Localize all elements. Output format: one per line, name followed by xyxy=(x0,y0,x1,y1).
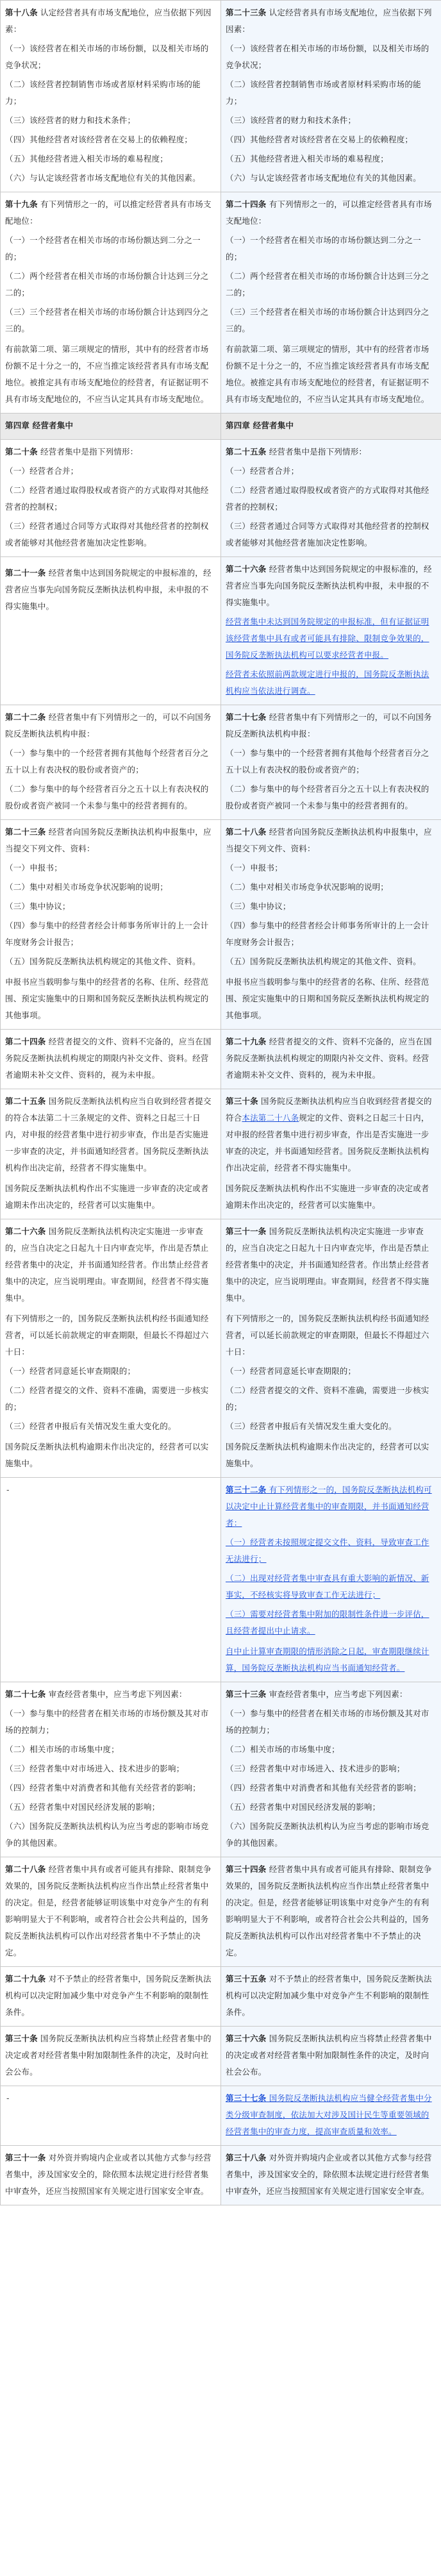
article-row xyxy=(1,1089,441,1219)
article-paragraph: （二）经营者提交的文件、资料不准确，需要进一步核实的； xyxy=(5,1385,209,1412)
old-law-cell xyxy=(1,2086,221,2146)
article-paragraph: 第十九条 有下列情形之一的，可以推定经营者具有市场支配地位： xyxy=(5,199,212,226)
article-paragraph: （二）该经营者控制销售市场或者原材料采购市场的能力； xyxy=(5,79,201,106)
article-paragraph: 第三十条 国务院反垄断执法机构应当将禁止经营者集中的决定或者对经营者集中附加限制性条件的决定，及时向社会公布。 xyxy=(5,2034,212,2077)
article-row xyxy=(1,2146,441,2205)
article-paragraph: 第二十五条 国务院反垄断执法机构应当自收到经营者提交的符合本法第二十三条规定的文件、资料之日起三十日内，对申报的经营者集中进行初步审查，作出是否实施进一步审查的决定，并书面通知经营者。国务院反垄断执法机构作出决定前，经营者不得实施集中。 xyxy=(5,1096,212,1173)
article-paragraph: （四）参与集中的经营者经会计师事务所审计的上一会计年度财务会计报告； xyxy=(5,921,209,947)
article-paragraph: - xyxy=(6,1485,10,1494)
article-paragraph: 第三十二条 有下列情形之一的，国务院反垄断执法机构可以决定中止计算经营者集中的审查期限，并书面通知经营者： xyxy=(226,1485,432,1528)
article-paragraph: （四）参与集中的经营者经会计师事务所审计的上一会计年度财务会计报告； xyxy=(226,921,429,947)
new-law-cell xyxy=(221,1857,441,1967)
old-law-cell xyxy=(1,1030,221,1089)
article-paragraph: 申报书应当载明参与集中的经营者的名称、住所、经营范围、预定实施集中的日期和国务院反垄断执法机构规定的其他事项。 xyxy=(5,977,209,1020)
article-paragraph: （三）经营者集中对市场进入、技术进步的影响； xyxy=(226,1764,405,1773)
article-paragraph: 第二十三条 认定经营者具有市场支配地位，应当依据下列因素： xyxy=(226,8,432,34)
article-row xyxy=(1,2086,441,2146)
article-paragraph: （三）该经营者的财力和技术条件； xyxy=(5,115,136,125)
article-paragraph: （一）经营者未按照规定提交文件、资料，导致审查工作无法进行； xyxy=(226,1537,429,1564)
article-paragraph: （三）集中协议； xyxy=(226,901,291,911)
old-law-cell xyxy=(1,2027,221,2086)
new-law-cell xyxy=(221,1089,441,1219)
article-paragraph: （六）与认定该经营者市场支配地位有关的其他因素。 xyxy=(5,173,201,183)
new-law-cell xyxy=(221,557,441,705)
article-paragraph: （二）参与集中的每个经营者百分之五十以上有表决权的股份或者资产被同一个未参与集中的经营者拥有的。 xyxy=(226,784,429,810)
article-row xyxy=(1,1,441,192)
chapter-header-row xyxy=(1,414,441,440)
old-law-cell xyxy=(1,557,221,705)
article-paragraph: （二）相关市场的市场集中度； xyxy=(226,1744,340,1754)
old-law-cell xyxy=(1,1089,221,1219)
article-paragraph: 第二十五条 经营者集中是指下列情形： xyxy=(226,447,367,456)
article-paragraph: （三）需要对经营者集中附加的限制性条件进一步评估，且经营者提出中止请求。 xyxy=(226,1609,429,1635)
article-paragraph: - xyxy=(6,2093,10,2103)
new-law-cell xyxy=(221,1478,441,1682)
article-paragraph: 第二十九条 对不予禁止的经营者集中，国务院反垄断执法机构可以决定附加减少集中对竞争产生不利影响的限制性条件。 xyxy=(5,1974,212,2017)
article-paragraph: 申报书应当载明参与集中的经营者的名称、住所、经营范围、预定实施集中的日期和国务院反垄断执法机构规定的其他事项。 xyxy=(226,977,429,1020)
article-paragraph: （三）经营者通过合同等方式取得对其他经营者的控制权或者能够对其他经营者施加决定性影响。 xyxy=(226,521,429,548)
article-paragraph: 国务院反垄断执法机构作出不实施进一步审查的决定或者逾期未作出决定的，经营者可以实施集中。 xyxy=(226,1183,429,1210)
old-law-cell xyxy=(1,705,221,820)
old-law-cell xyxy=(1,1,221,192)
article-paragraph: （二）集中对相关市场竞争状况影响的说明； xyxy=(226,882,389,892)
article-paragraph: 国务院反垄断执法机构逾期未作出决定的，经营者可以实施集中。 xyxy=(5,1442,209,1468)
article-paragraph: （二）两个经营者在相关市场的市场份额合计达到三分之二的； xyxy=(226,271,429,297)
article-paragraph: （三）经营者申报后有关情况发生重大变化的。 xyxy=(5,1421,176,1431)
new-law-cell xyxy=(221,1030,441,1089)
article-paragraph: 第四章 经营者集中 xyxy=(5,421,74,430)
article-paragraph: （一）该经营者在相关市场的市场份额，以及相关市场的竞争状况； xyxy=(226,44,429,70)
article-paragraph: （四）经营者集中对消费者和其他有关经营者的影响； xyxy=(5,1783,201,1793)
old-law-cell xyxy=(1,1682,221,1857)
article-paragraph: （二）集中对相关市场竞争状况影响的说明； xyxy=(5,882,169,892)
article-paragraph: （二）经营者通过取得股权或者资产的方式取得对其他经营者的控制权； xyxy=(226,485,429,512)
new-law-cell xyxy=(221,1682,441,1857)
article-paragraph: （三）该经营者的财力和技术条件； xyxy=(226,115,356,125)
article-paragraph: （一）经营者合并； xyxy=(5,466,79,476)
old-law-cell xyxy=(1,1857,221,1967)
article-row xyxy=(1,2027,441,2086)
article-paragraph: 第二十一条 经营者集中达到国务院规定的申报标准的，经营者应当事先向国务院反垄断执法机构申报，未申报的不得实施集中。 xyxy=(5,568,212,611)
article-paragraph: 第二十七条 审查经营者集中，应当考虑下列因素： xyxy=(5,1689,187,1699)
article-row xyxy=(1,1219,441,1478)
article-paragraph: （一）参与集中的经营者在相关市场的市场份额及其对市场的控制力； xyxy=(5,1709,209,1735)
new-law-cell xyxy=(221,2027,441,2086)
article-paragraph: 第二十二条 经营者集中有下列情形之一的，可以不向国务院反垄断执法机构申报： xyxy=(5,712,212,739)
old-law-cell xyxy=(1,1478,221,1682)
article-paragraph: 第二十八条 经营者集中具有或者可能具有排除、限制竞争效果的，国务院反垄断执法机构应当作出禁止经营者集中的决定。但是，经营者能够证明该集中对竞争产生的有利影响明显大于不利影响，或者符合社会公共利益的，国务院反垄断执法机构可以作出对经营者集中不予禁止的决定。 xyxy=(5,1864,212,1957)
new-law-cell xyxy=(221,440,441,557)
article-paragraph: （三）经营者通过合同等方式取得对其他经营者的控制权或者能够对其他经营者施加决定性影响。 xyxy=(5,521,209,548)
article-row xyxy=(1,440,441,557)
article-paragraph: （五）经营者集中对国民经济发展的影响； xyxy=(5,1802,160,1812)
article-row xyxy=(1,1478,441,1682)
new-law-cell xyxy=(221,192,441,414)
article-paragraph: （五）经营者集中对国民经济发展的影响； xyxy=(226,1802,381,1812)
article-paragraph: 第三十条 国务院反垄断执法机构应当自收到经营者提交的符合本法第二十八条规定的文件、资料之日起三十日内，对申报的经营者集中进行初步审查，作出是否实施进一步审查的决定，并书面通知经营者。国务院反垄断执法机构作出决定前，经营者不得实施集中。 xyxy=(226,1096,432,1173)
new-law-cell xyxy=(221,1219,441,1478)
article-paragraph: 第四章 经营者集中 xyxy=(226,421,294,430)
article-paragraph: （一）参与集中的一个经营者拥有其他每个经营者百分之五十以上有表决权的股份或者资产的； xyxy=(226,748,429,774)
article-row xyxy=(1,820,441,1030)
article-paragraph: （三）三个经营者在相关市场的市场份额合计达到四分之三的。 xyxy=(5,307,209,333)
article-paragraph: 第二十九条 经营者提交的文件、资料不完备的，应当在国务院反垄断执法机构规定的期限内补交文件、资料。经营者逾期未补交文件、资料的，视为未申报。 xyxy=(226,1037,432,1080)
article-paragraph: （一）经营者同意延长审查期限的； xyxy=(226,1366,356,1376)
article-paragraph: 第三十四条 经营者集中具有或者可能具有排除、限制竞争效果的，国务院反垄断执法机构应当作出禁止经营者集中的决定。但是，经营者能够证明该集中对竞争产生的有利影响明显大于不利影响，或者符合社会公共利益的，国务院反垄断执法机构可以作出对经营者集中不予禁止的决定。 xyxy=(226,1864,432,1957)
old-law-cell xyxy=(1,1967,221,2027)
article-paragraph: （二）出现对经营者集中审查具有重大影响的新情况、新事实，不经核实将导致审查工作无法进行； xyxy=(226,1573,429,1600)
article-paragraph: 第二十六条 国务院反垄断执法机构决定实施进一步审查的，应当自决定之日起九十日内审查完毕，作出是否禁止经营者集中的决定，并书面通知经营者。作出禁止经营者集中的决定，应当说明理由。审查期间，经营者不得实施集中。 xyxy=(5,1226,209,1303)
article-row xyxy=(1,705,441,820)
article-paragraph: （六）国务院反垄断执法机构认为应当考虑的影响市场竞争的其他因素。 xyxy=(226,1821,429,1848)
article-paragraph: 第二十七条 经营者集中有下列情形之一的，可以不向国务院反垄断执法机构申报： xyxy=(226,712,432,739)
article-paragraph: （一）一个经营者在相关市场的市场份额达到二分之一的； xyxy=(226,235,421,262)
article-paragraph: 有前款第二项、第三项规定的情形，其中有的经营者市场份额不足十分之一的，不应当推定该经营者具有市场支配地位。被推定具有市场支配地位的经营者，有证据证明不具有市场支配地位的，不应当认定其具有市场支配地位。 xyxy=(226,344,429,404)
article-paragraph: （一）经营者同意延长审查期限的； xyxy=(5,1366,136,1376)
article-paragraph: （一）参与集中的经营者在相关市场的市场份额及其对市场的控制力； xyxy=(226,1709,429,1735)
article-row xyxy=(1,192,441,414)
article-paragraph: 有下列情形之一的，国务院反垄断执法机构经书面通知经营者，可以延长前款规定的审查期限，但最长不得超过六十日： xyxy=(5,1314,209,1357)
article-paragraph: （一）该经营者在相关市场的市场份额，以及相关市场的竞争状况； xyxy=(5,44,209,70)
article-paragraph: （一）申报书； xyxy=(5,863,62,873)
article-paragraph: （一）申报书； xyxy=(226,863,283,873)
article-paragraph: （二）该经营者控制销售市场或者原材料采购市场的能力； xyxy=(226,79,421,106)
article-paragraph: 第三十七条 国务院反垄断执法机构应当健全经营者集中分类分级审查制度，依法加大对涉及国计民生等重要领域的经营者集中的审查力度，提高审查质量和效率。 xyxy=(226,2093,432,2136)
article-paragraph: 经营者集中未达到国务院规定的申报标准，但有证据证明该经营者集中具有或者可能具有排除、限制竞争效果的，国务院反垄断执法机构可以要求经营者申报。 xyxy=(226,617,429,660)
article-paragraph: 国务院反垄断执法机构逾期未作出决定的，经营者可以实施集中。 xyxy=(226,1442,429,1468)
article-paragraph: 第二十四条 有下列情形之一的，可以推定经营者具有市场支配地位： xyxy=(226,199,432,226)
article-paragraph: （六）与认定该经营者市场支配地位有关的其他因素。 xyxy=(226,173,421,183)
old-law-cell xyxy=(1,1219,221,1478)
new-law-cell xyxy=(221,820,441,1030)
article-paragraph: 国务院反垄断执法机构作出不实施进一步审查的决定或者逾期未作出决定的，经营者可以实施集中。 xyxy=(5,1183,209,1210)
article-paragraph: 第三十六条 国务院反垄断执法机构应当将禁止经营者集中的决定或者对经营者集中附加限制性条件的决定，及时向社会公布。 xyxy=(226,2034,432,2077)
article-paragraph: （二）两个经营者在相关市场的市场份额合计达到三分之二的； xyxy=(5,271,209,297)
article-paragraph: 第三十八条 对外资并购境内企业或者以其他方式参与经营者集中，涉及国家安全的，除依照本法规定进行经营者集中审查外，还应当按照国家有关规定进行国家安全审查。 xyxy=(226,2153,432,2196)
article-paragraph: （三）经营者申报后有关情况发生重大变化的。 xyxy=(226,1421,397,1431)
article-paragraph: 有下列情形之一的，国务院反垄断执法机构经书面通知经营者，可以延长前款规定的审查期限，但最长不得超过六十日： xyxy=(226,1314,429,1357)
article-paragraph: 有前款第二项、第三项规定的情形，其中有的经营者市场份额不足十分之一的，不应当推定该经营者具有市场支配地位。被推定具有市场支配地位的经营者，有证据证明不具有市场支配地位的，不应当认定其具有市场支配地位。 xyxy=(5,344,209,404)
article-paragraph: 第二十三条 经营者向国务院反垄断执法机构申报集中，应当提交下列文件、资料： xyxy=(5,827,212,853)
article-paragraph: （二）经营者提交的文件、资料不准确，需要进一步核实的； xyxy=(226,1385,429,1412)
old-law-cell xyxy=(1,2146,221,2205)
article-paragraph: 经营者未依照前两款规定进行申报的，国务院反垄断执法机构应当依法进行调查。 xyxy=(226,669,429,696)
article-paragraph: 自中止计算审查期限的情形消除之日起，审查期限继续计算，国务院反垄断执法机构应当书面通知经营者。 xyxy=(226,1646,429,1673)
article-row xyxy=(1,1682,441,1857)
article-row xyxy=(1,1857,441,1967)
article-paragraph: （五）其他经营者进入相关市场的难易程度； xyxy=(5,154,169,163)
article-row xyxy=(1,1030,441,1089)
article-paragraph: 第三十一条 国务院反垄断执法机构决定实施进一步审查的，应当自决定之日起九十日内审查完毕，作出是否禁止经营者集中的决定，并书面通知经营者。作出禁止经营者集中的决定，应当说明理由。审查期间，经营者不得实施集中。 xyxy=(226,1226,429,1303)
article-paragraph: （四）其他经营者对该经营者在交易上的依赖程度； xyxy=(5,135,193,144)
article-paragraph: （三）经营者集中对市场进入、技术进步的影响； xyxy=(5,1764,185,1773)
article-paragraph: （五）国务院反垄断执法机构规定的其他文件、资料。 xyxy=(5,957,201,966)
table-body xyxy=(1,1,441,2205)
article-paragraph: （五）国务院反垄断执法机构规定的其他文件、资料。 xyxy=(226,957,421,966)
new-law-cell xyxy=(221,1,441,192)
article-paragraph: 第二十条 经营者集中是指下列情形： xyxy=(5,447,138,456)
article-paragraph: （二）参与集中的每个经营者百分之五十以上有表决权的股份或者资产被同一个未参与集中的经营者拥有的。 xyxy=(5,784,209,810)
new-law-cell xyxy=(221,1967,441,2027)
article-paragraph: （二）相关市场的市场集中度； xyxy=(5,1744,119,1754)
article-paragraph: （三）三个经营者在相关市场的市场份额合计达到四分之三的。 xyxy=(226,307,429,333)
article-paragraph: （四）经营者集中对消费者和其他有关经营者的影响； xyxy=(226,1783,421,1793)
old-law-cell xyxy=(1,192,221,414)
article-paragraph: （六）国务院反垄断执法机构认为应当考虑的影响市场竞争的其他因素。 xyxy=(5,1821,209,1848)
article-paragraph: （五）其他经营者进入相关市场的难易程度； xyxy=(226,154,389,163)
article-row xyxy=(1,1967,441,2027)
article-paragraph: （一）经营者合并； xyxy=(226,466,299,476)
article-paragraph: 第三十一条 对外资并购境内企业或者以其他方式参与经营者集中，涉及国家安全的，除依照本法规定进行经营者集中审查外，还应当按照国家有关规定进行国家安全审查。 xyxy=(5,2153,212,2196)
article-paragraph: （四）其他经营者对该经营者在交易上的依赖程度； xyxy=(226,135,413,144)
article-paragraph: 第三十三条 审查经营者集中，应当考虑下列因素： xyxy=(226,1689,408,1699)
article-paragraph: 第二十四条 经营者提交的文件、资料不完备的，应当在国务院反垄断执法机构规定的期限内补交文件、资料。经营者逾期未补交文件、资料的，视为未申报。 xyxy=(5,1037,212,1080)
new-law-cell xyxy=(221,414,441,440)
new-law-cell xyxy=(221,2086,441,2146)
article-row xyxy=(1,557,441,705)
article-paragraph: 第二十六条 经营者集中达到国务院规定的申报标准的，经营者应当事先向国务院反垄断执法机构申报，未申报的不得实施集中。 xyxy=(226,564,432,607)
article-paragraph: （一）参与集中的一个经营者拥有其他每个经营者百分之五十以上有表决权的股份或者资产的； xyxy=(5,748,209,774)
old-law-cell xyxy=(1,820,221,1030)
article-paragraph: 第三十五条 对不予禁止的经营者集中，国务院反垄断执法机构可以决定附加减少集中对竞争产生不利影响的限制性条件。 xyxy=(226,1974,432,2017)
article-paragraph: 第十八条 认定经营者具有市场支配地位，应当依据下列因素： xyxy=(5,8,212,34)
old-law-cell xyxy=(1,414,221,440)
article-paragraph: （二）经营者通过取得股权或者资产的方式取得对其他经营者的控制权； xyxy=(5,485,209,512)
article-paragraph: （一）一个经营者在相关市场的市场份额达到二分之一的； xyxy=(5,235,201,262)
article-paragraph: 第二十八条 经营者向国务院反垄断执法机构申报集中，应当提交下列文件、资料： xyxy=(226,827,432,853)
new-law-cell xyxy=(221,2146,441,2205)
old-law-cell xyxy=(1,440,221,557)
new-law-cell xyxy=(221,705,441,820)
article-paragraph: （三）集中协议； xyxy=(5,901,71,911)
